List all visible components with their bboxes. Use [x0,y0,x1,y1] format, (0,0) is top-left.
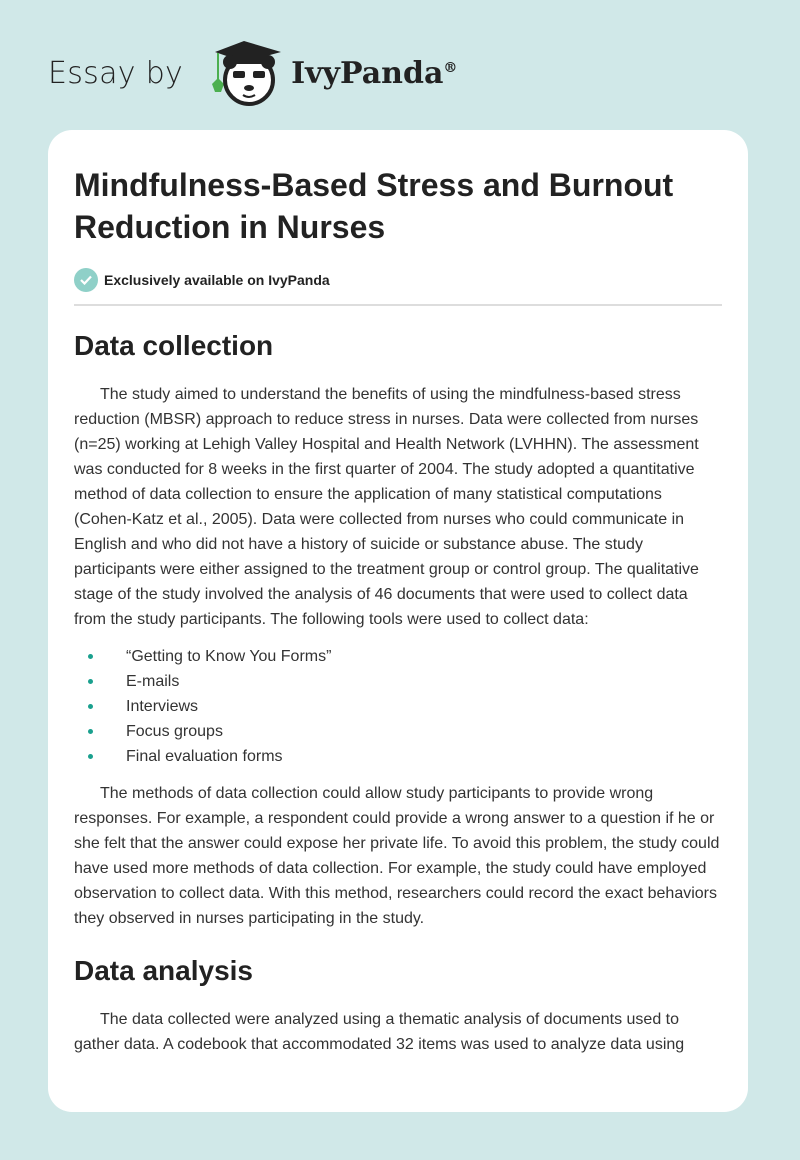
essay-card [48,130,748,1112]
exclusive-text: Exclusively available on IvyPanda [104,272,330,288]
paragraph: The data collected were analyzed using a thematic analysis of documents used to gather data. A codebook that accommodated 32 items was used to analyze data using [74,1011,685,1053]
tools-list [74,644,722,769]
essay-title: Mindfulness-Based Stress and Burnout Reduction in Nurses [74,167,674,245]
list-item: “Getting to Know You Forms” [126,644,722,669]
header [48,38,457,108]
essay-by-label: Essay by [48,55,184,91]
panda-logo-icon [201,38,287,108]
brand-text: IvyPanda [291,55,444,91]
brand-name [291,56,457,91]
list-item: Interviews [126,694,722,719]
check-icon [74,268,98,292]
list-item: Final evaluation forms [126,744,722,769]
list-item: E-mails [126,669,722,694]
section-heading: Data collection [74,330,274,361]
paragraph: The methods of data collection could allow study participants to provide wrong responses. For example, a respondent could provide a wrong answer to a question if he or she felt that the answer could expose her private life. To avoid this problem, the study could have used more methods of data collection. For example, the study could have employed observation to collect data. With this method, researchers could record the exact behaviors they observed in nurses participating in the study. [74,785,720,927]
registered-mark: ® [443,59,458,76]
divider [74,304,722,306]
paragraph: The study aimed to understand the benefits of using the mindfulness-based stress reduction (MBSR) approach to reduce stress in nurses. Data were collected from nurses (n=25) working at Lehigh Valley Hospital and Health Network (LVHHN). The assessment was conducted for 8 weeks in the first quarter of 2004. The study adopted a quantitative method of data collection to ensure the application of many statistical computations (Cohen-Katz et al., 2005). Data were collected from nurses who could communicate in English and who did not have a history of suicide or substance abuse. The study participants were either assigned to the treatment group or control group. The qualitative stage of the study involved the analysis of 46 documents that were used to collect data from the study participants. The following tools were used to collect data: [74,386,699,628]
section-heading: Data analysis [74,955,253,986]
list-item: Focus groups [126,719,722,744]
exclusive-badge [74,268,722,292]
